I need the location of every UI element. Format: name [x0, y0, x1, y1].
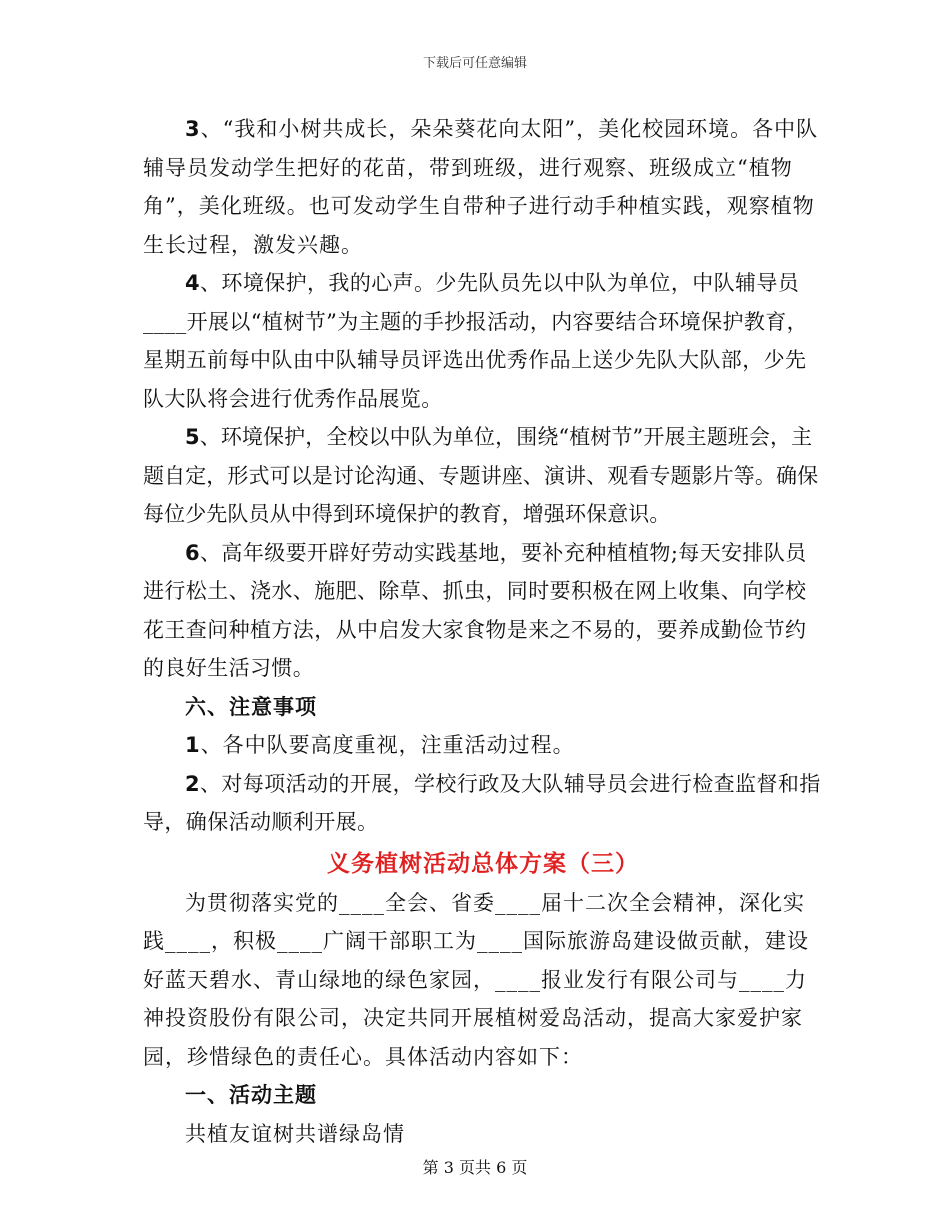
section-1-heading: 一、活动主题 [185, 1083, 317, 1107]
section-6-item-1-text: 、各中队要高度重视，注重活动过程。 [200, 733, 575, 757]
page-header: 下载后可任意编辑 [422, 56, 527, 71]
item-6-paragraph [143, 534, 823, 688]
item-5-paragraph [143, 418, 823, 534]
document-body [143, 110, 823, 1153]
item-5-text: 、环境保护，全校以中队为单位，围绕“植树节”开展主题班会，主题自定，形式可以是讨论沟通、专题讲座、演讲、观看专题影片等。确保每位少先队员从中得到环境保护的教育，增强环保意识。 [143, 425, 819, 526]
document-title: 义务植树活动总体方案（三） [327, 850, 639, 877]
section-6-item-2-number: 2 [185, 771, 201, 796]
item-4-text: 、环境保护，我的心声。少先队员先以中队为单位，中队辅导员____开展以“植树节”为主题的手抄报活动，内容要结合环境保护教育，星期五前每中队由中队辅导员评选出优秀作品上送少先队大队部，少先队大队将会进行优秀作品展览。 [143, 271, 809, 411]
item-6-number: 6 [185, 540, 201, 565]
section-6-item-2-text: 、对每项活动的开展，学校行政及大队辅导员会进行检查监督和指导，确保活动顺利开展。 [143, 771, 821, 834]
item-3-text: 、“我和小树共成长，朵朵葵花向太阳”，美化校园环境。各中队辅导员发动学生把好的花苗，带到班级，进行观察、班级成立“植物角”，美化班级。也可发动学生自带种子进行动手种植实践，观察植物生长过程，激发兴趣。 [143, 117, 819, 257]
page-footer: 第 3 页共 6 页 [422, 1158, 528, 1177]
section-6-item-1 [143, 726, 823, 765]
item-5-number: 5 [185, 425, 200, 449]
section-6-item-1-number: 1 [185, 733, 201, 757]
section-6-item-2 [143, 765, 823, 842]
item-6-text: 、高年级要开辟好劳动实践基地，要补充种植植物;每天安排队员进行松土、浇水、施肥、除草、抓虫，同时要积极在网上收集、向学校花王查问种植方法，从中启发大家食物是来之不易的，要养成勤俭节约的良好生活习惯。 [143, 540, 807, 680]
section-6-heading: 六、注意事项 [185, 694, 317, 719]
item-4-number: 4 [185, 271, 201, 295]
section-1-text: 共植友谊树共谱绿岛情 [185, 1121, 405, 1146]
item-3-number: 3 [185, 117, 201, 141]
item-4-paragraph [143, 264, 823, 418]
item-3-paragraph [143, 110, 823, 264]
intro-paragraph: 为贯彻落实党的____全会、省委____届十二次全会精神，深化实践____，积极____广阔干部职工为____国际旅游岛建设做贡献，建设好蓝天碧水、青山绿地的绿色家园，____报业发行有限公司与____力神投资股份有限公司，决定共同开展植树爱岛活动，提高大家爱护家园，珍惜绿色的责任心。具体活动内容如下： [143, 890, 809, 1069]
